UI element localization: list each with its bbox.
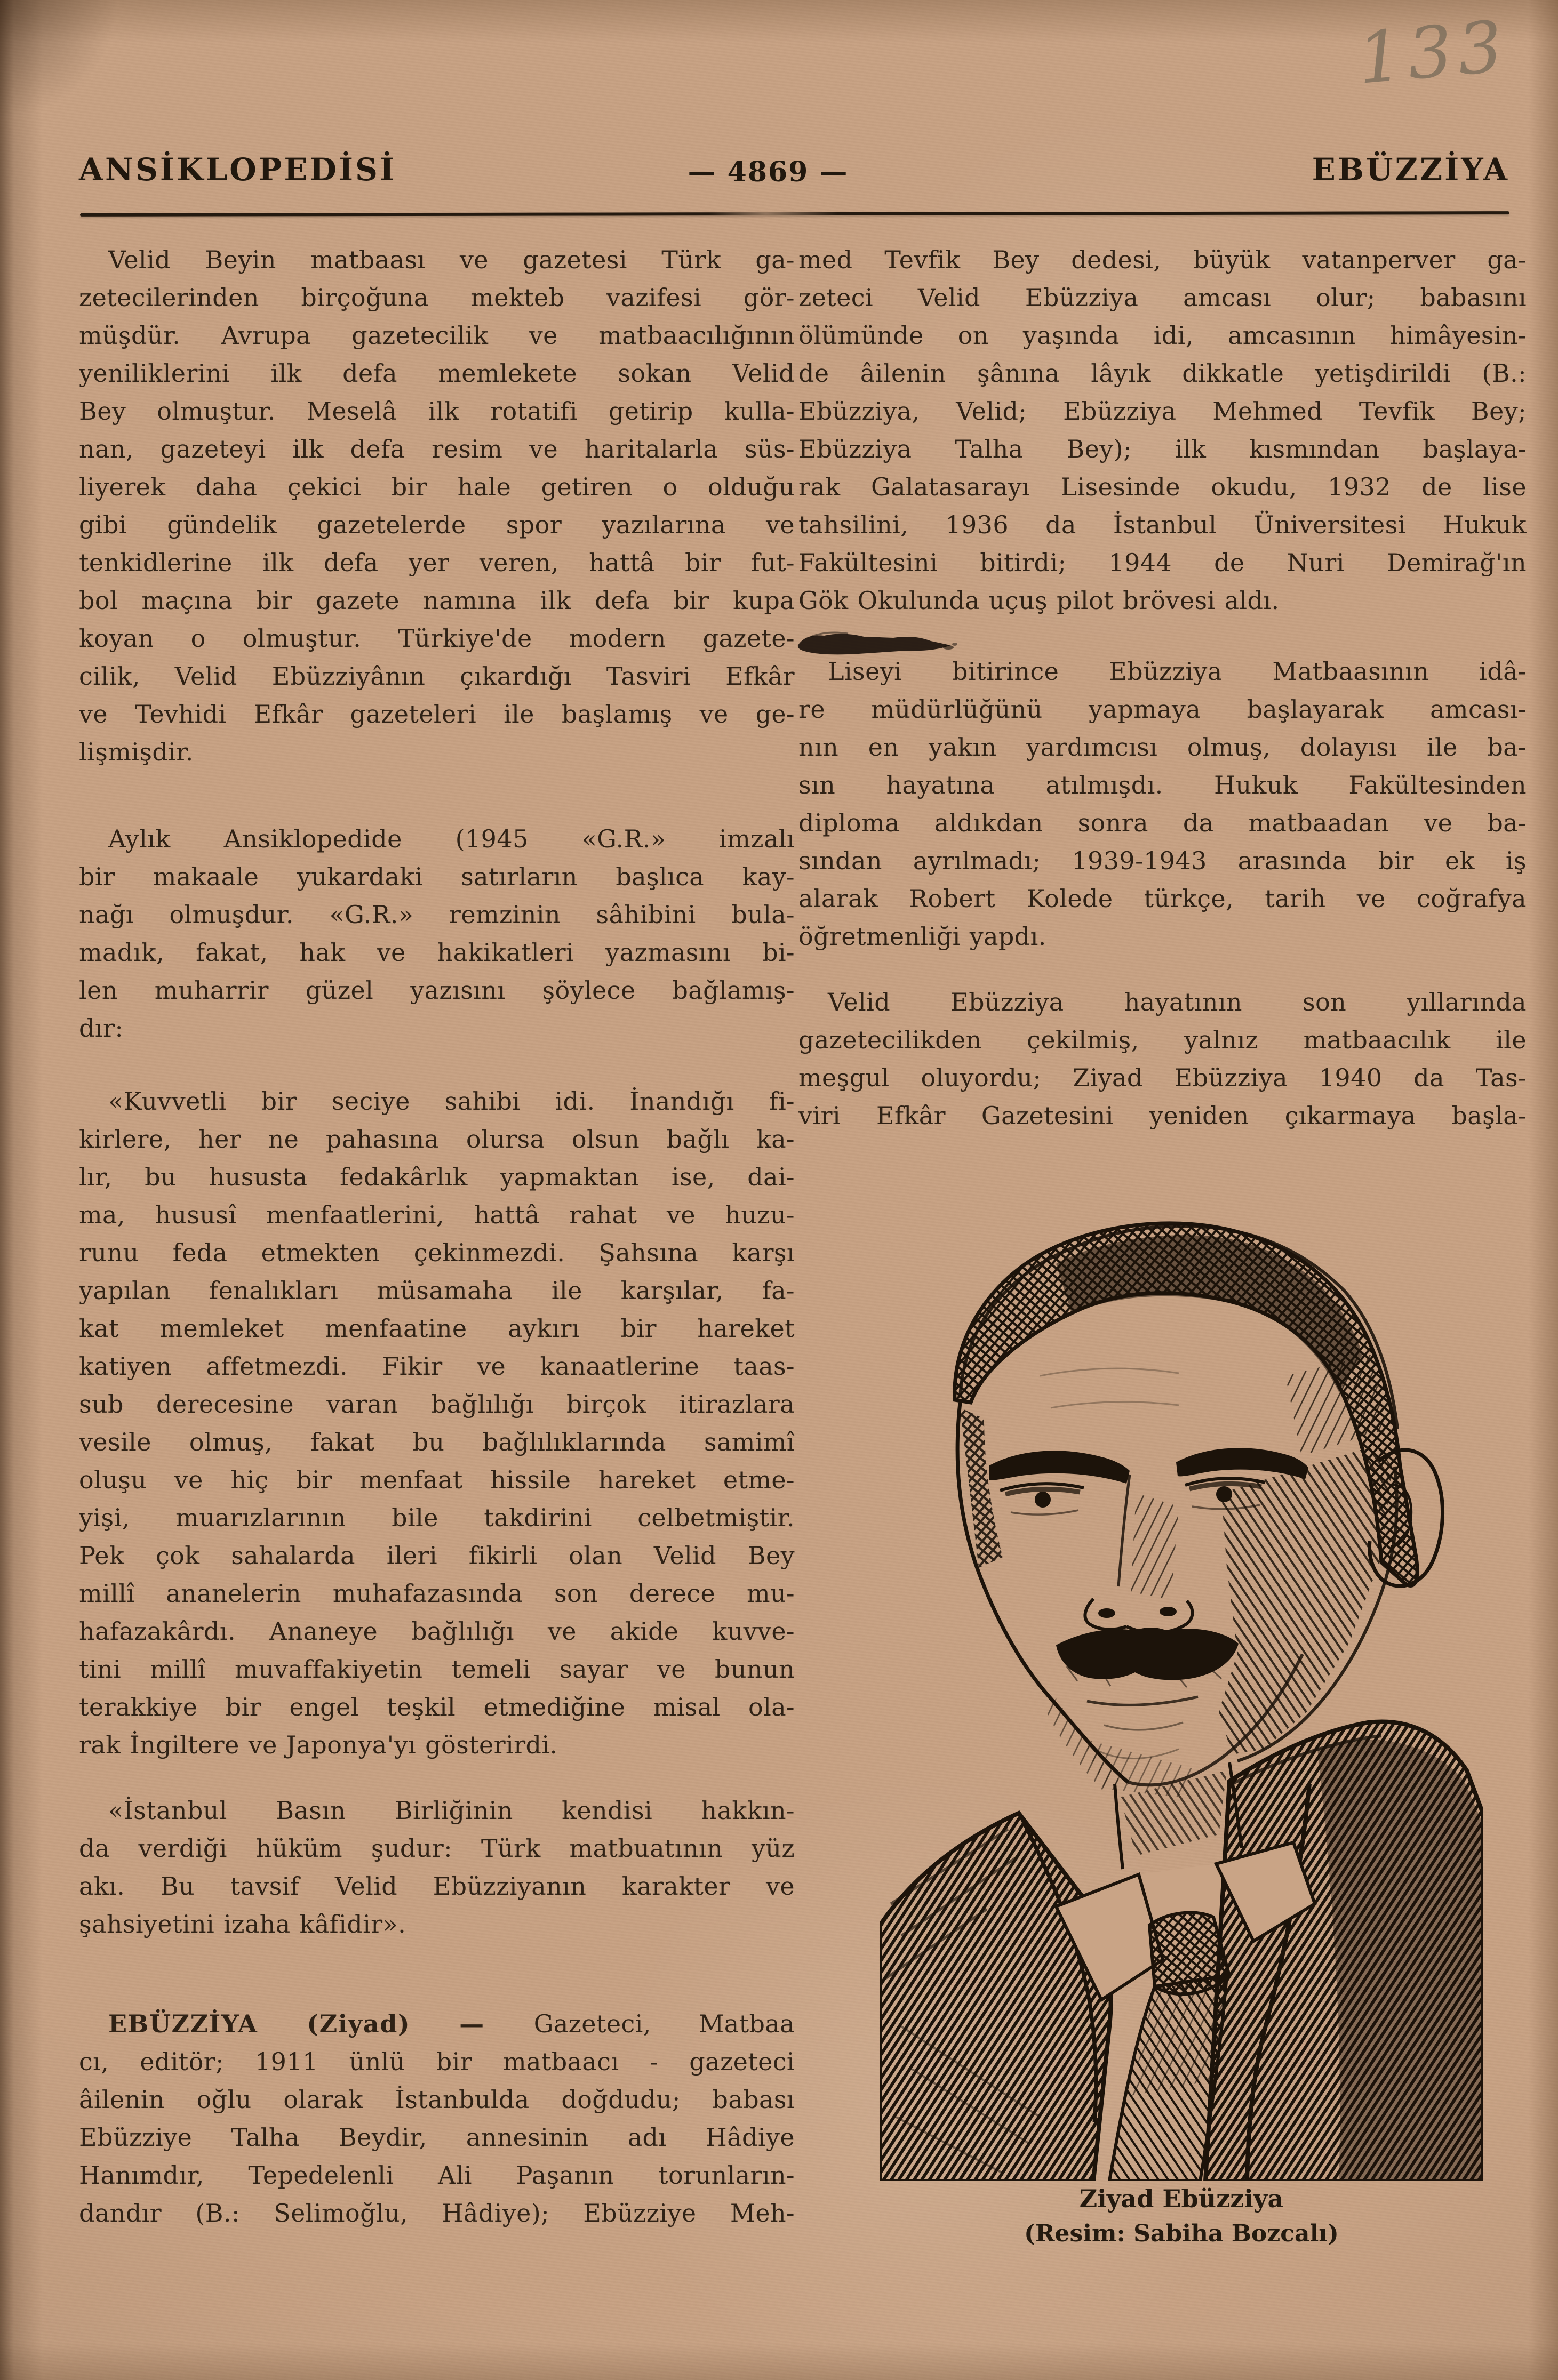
caption-credit: (Resim: Sabiha Bozcalı): [1024, 2220, 1339, 2247]
header-rule: [80, 211, 1509, 217]
text-line: dandır (B.: Selimoğlu, Hâdiye); Ebüzziye Meh-: [79, 2199, 795, 2227]
text-line: tenkidlerine ilk defa yer veren, hattâ bir fut-: [79, 548, 795, 577]
handwritten-pencil-number: 133: [1354, 5, 1512, 100]
text-line: millî ananelerin muhafazasında son derece mu-: [79, 1579, 795, 1608]
text-line: tini millî muvaffakiyetin temeli sayar ve bunun: [79, 1655, 795, 1684]
text-line: Pek çok sahalarda ileri fikirli olan Velid Bey: [79, 1541, 795, 1570]
text-line: ölümünde on yaşında idi, amcasının himâyesin-: [798, 321, 1527, 350]
text-line: akı. Bu tavsif Velid Ebüzziyanın karakter ve: [79, 1872, 795, 1901]
text-line: ma, hususî menfaatlerini, hattâ rahat ve huzu-: [79, 1200, 795, 1229]
text-line: nın en yakın yardımcısı olmuş, dolayısı ile ba-: [798, 733, 1527, 762]
header-section-title: ANSİKLOPEDİSİ: [79, 151, 397, 188]
text-line: diploma aldıkdan sonra da matbaadan ve ba-: [798, 808, 1527, 837]
text-line: «Kuvvetli bir seciye sahibi idi. İnandığı fi-: [108, 1087, 795, 1116]
text-line: yişi, muarızlarının bile takdirini celbetmiştir.: [79, 1503, 795, 1532]
text-line: med Tevfik Bey dedesi, büyük vatanperver ga-: [798, 245, 1527, 274]
text-line: nan, gazeteyi ilk defa resim ve haritalarla süs-: [79, 435, 795, 463]
text-line: tahsilini, 1936 da İstanbul Üniversitesi Hukuk: [798, 510, 1527, 539]
text-line: sından ayrılmadı; 1939-1943 arasında bir ek iş: [798, 846, 1527, 875]
text-line: ve Tevhidi Efkâr gazeteleri ile başlamış ve ge-: [79, 700, 795, 728]
text-line: vesile olmuş, fakat bu bağlılıklarında samimî: [79, 1428, 795, 1456]
entry-term: EBÜZZİYA (Ziyad) —: [108, 2009, 534, 2038]
text-line: lişmişdir.: [79, 738, 194, 766]
text-line: alarak Robert Kolede türkçe, tarih ve coğrafya: [798, 884, 1527, 913]
text-line: cilik, Velid Ebüzziyânın çıkardığı Tasviri Efkâr: [79, 662, 795, 691]
text-line: Velid Beyin matbaası ve gazetesi Türk ga-: [108, 245, 795, 274]
text-line: runu feda etmekten çekinmezdi. Şahsına karşı: [79, 1238, 795, 1267]
text-line: âilenin oğlu olarak İstanbulda doğdudu; babası: [79, 2085, 795, 2114]
paragraph: [79, 241, 795, 771]
caption-name: Ziyad Ebüzziya: [1079, 2184, 1284, 2213]
text-line: sın hayatına atılmışdı. Hukuk Fakültesinden: [798, 771, 1527, 799]
text-line: dır:: [79, 1014, 124, 1043]
paragraph: [79, 1792, 795, 1943]
text-line: oluşu ve hiç bir menfaat hissile hareket etme-: [79, 1465, 795, 1494]
ink-smudge-artifact: [795, 629, 960, 659]
text-line: rak Galatasarayı Lisesinde okudu, 1932 de lise: [798, 472, 1527, 501]
left-text-column: [79, 241, 795, 2265]
text-line: hafazakârdı. Ananeye bağlılığı ve akide kuvve-: [79, 1617, 795, 1646]
text-line: Bey olmuştur. Meselâ ilk rotatifi getirip kulla-: [79, 397, 795, 426]
text-line: rak İngiltere ve Japonya'yı gösterirdi.: [79, 1730, 558, 1759]
paragraph: [798, 241, 1527, 620]
text-line: Gök Okulunda uçuş pilot brövesi aldı.: [798, 586, 1280, 615]
text-line: yeniliklerini ilk defa memlekete sokan Velid: [79, 359, 795, 388]
text-line: de âilenin şânına lâyık dikkatle yetişdirildi (B.:: [798, 359, 1527, 388]
right-text-column: [798, 241, 1527, 1168]
text-line: müşdür. Avrupa gazetecilik ve matbaacılığının: [79, 321, 795, 350]
text-line: bir makaale yukardaki satırların başlıca kay-: [79, 862, 795, 891]
text-line: EBÜZZİYA (Ziyad) — Gazeteci, Matbaa: [108, 2009, 795, 2038]
portrait-illustration: [880, 1216, 1483, 2181]
text-line: terakkiye bir engel teşkil etmediğine misal ola-: [79, 1693, 795, 1721]
text-line: koyan o olmuştur. Türkiye'de modern gazete-: [79, 624, 795, 653]
text-line: madık, fakat, hak ve hakikatleri yazmasını bi-: [79, 938, 795, 967]
text-line: viri Efkâr Gazetesini yeniden çıkarmaya başla-: [798, 1101, 1527, 1130]
text-line: katiyen affetmezdi. Fikir ve kanaatlerine taas-: [79, 1352, 795, 1381]
text-line: gibi gündelik gazetelerde spor yazılarına ve: [79, 510, 795, 539]
text-line: meşgul oluyordu; Ziyad Ebüzziya 1940 da Tas-: [798, 1063, 1527, 1092]
paragraph: [798, 983, 1527, 1135]
text-line: cı, editör; 1911 ünlü bir matbaacı - gazeteci: [79, 2047, 795, 2076]
text-line: Ebüzziya, Velid; Ebüzziya Mehmed Tevfik Bey;: [798, 397, 1527, 426]
text-line: Liseyi bitirince Ebüzziya Matbaasının idâ-: [828, 657, 1527, 686]
text-line: Aylık Ansiklopedide (1945 «G.R.» imzalı: [108, 824, 795, 853]
text-line: kat memleket menfaatine aykırı bir hareket: [79, 1314, 795, 1343]
text-line: öğretmenliği yapdı.: [798, 922, 1046, 951]
text-line: Hanımdır, Tepedelenli Ali Paşanın torunların-: [79, 2161, 795, 2190]
text-line: zetecilerinden birçoğuna mekteb vazifesi gör-: [79, 283, 795, 312]
text-line: bol maçına bir gazete namına ilk defa bir kupa: [79, 586, 795, 615]
text-line: kirlere, her ne pahasına olursa olsun bağlı ka-: [79, 1125, 795, 1153]
text-line: Ebüzziya Talha Bey); ilk kısmından başlaya-: [798, 435, 1527, 463]
text-line: nağı olmuşdur. «G.R.» remzinin sâhibini bula-: [79, 900, 795, 929]
header-entry-title: EBÜZZİYA: [1312, 151, 1509, 188]
text-line: Ebüzziye Talha Beydir, annesinin adı Hâdiye: [79, 2123, 795, 2152]
text-line: da verdiği hüküm şudur: Türk matbuatının yüz: [79, 1834, 795, 1863]
text-line: liyerek daha çekici bir hale getiren o olduğu: [79, 472, 795, 501]
text-line: Velid Ebüzziya hayatının son yıllarında: [828, 988, 1527, 1016]
text-line: sub derecesine varan bağlılığı birçok itirazlara: [79, 1390, 795, 1419]
paragraph: [798, 653, 1527, 956]
portrait-caption: [880, 2181, 1483, 2251]
text-line: «İstanbul Basın Birliğinin kendisi hakkın-: [108, 1796, 795, 1825]
header-page-number: — 4869 —: [688, 156, 849, 188]
text-line: zeteci Velid Ebüzziya amcası olur; babasını: [798, 283, 1527, 312]
text-line: re müdürlüğünü yapmaya başlayarak amcası-: [798, 695, 1527, 724]
text-line: yapılan fenalıkları müsamaha ile karşılar, fa-: [79, 1276, 795, 1305]
paragraph: [79, 820, 795, 1047]
text-line: len muharrir güzel yazısını şöylece bağlamış-: [79, 976, 795, 1005]
paragraph: [79, 1083, 795, 1764]
text-line: gazetecilikden çekilmiş, yalnız matbaacılık ile: [798, 1025, 1527, 1054]
text-line: şahsiyetini izaha kâfidir».: [79, 1910, 406, 1938]
text-line: lır, bu hususta fedakârlık yapmaktan ise, dai-: [79, 1163, 795, 1191]
paragraph: [79, 2005, 795, 2232]
text-line: Fakültesini bitirdi; 1944 de Nuri Demirağ'ın: [798, 548, 1527, 577]
